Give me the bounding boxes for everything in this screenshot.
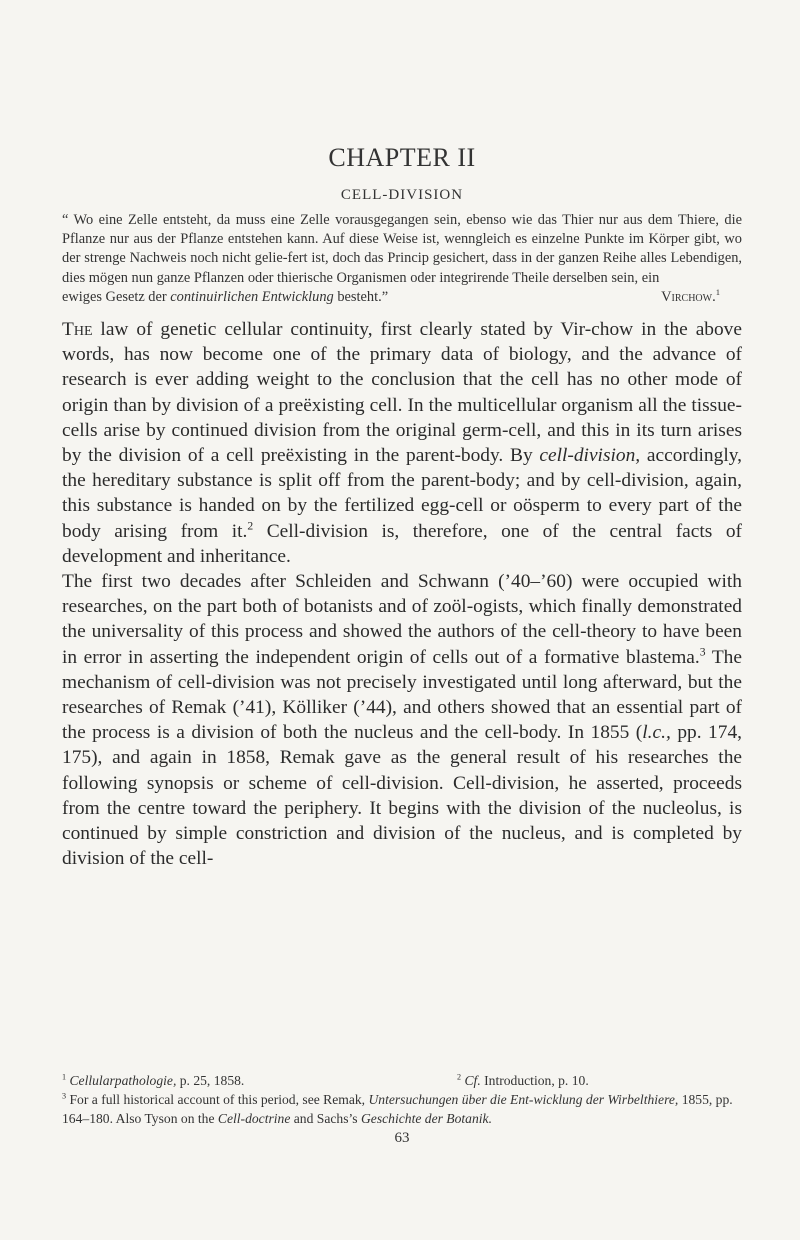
footnote-ref-3[interactable]: 3 xyxy=(699,645,706,659)
epigraph-attribution: Virchow.$^1$ xyxy=(661,287,720,305)
footnote-row-1-2 xyxy=(62,1071,742,1090)
epigraph-last-line xyxy=(62,288,742,307)
chapter-title: CELL-DIVISION xyxy=(340,187,464,203)
epigraph-last-pre: ewiges Gesetz der xyxy=(62,288,171,305)
body-text xyxy=(62,317,742,871)
epigraph-last-post: besteht.” xyxy=(333,288,389,305)
footnote-3: $^3$ For a full historical account of this period, see Remak, Untersuchungen über die Ent-wicklung der Wirbelthiere, 1855, pp. 164–180. Also Tyson on the Cell-doctrine and Sachs’s Geschichte der Botanik. xyxy=(62,1091,733,1126)
footnote-2: $^2$ Cf. Introduction, p. 10. xyxy=(457,1072,589,1088)
footnote-ref-1[interactable]: 1 xyxy=(715,287,720,298)
paragraph-1: The law of genetic cellular continuity, first clearly stated by Vir-chow in the above words, has now become one of the primary data of biology, and the advance of research is ever adding weight to the conclusion that the cell has no other mode of origin than by division of a preëxisting cell. In the multicellular organism all the tissue-cells arise by continued division from the original germ-cell, and this in its turn arises by the division of a cell preëxisting in the parent-body. By cell-division, accordingly, the hereditary substance is split off from the parent-body; and by cell-division, again, this substance is handed on by the fertilized egg-cell or oösperm to every part of the body arising from it.$^2$ Cell-division is, therefore, one of the central facts of development and inheritance. xyxy=(62,319,742,567)
epigraph-italic: continuirlichen Entwicklung xyxy=(170,288,334,305)
epigraph-text: “ Wo eine Zelle entsteht, da muss eine Zelle vorausgegangen sein, ebenso wie das Thier nur aus dem Thiere, die Pflanze nur aus der Pflanze entstehen kann. Auf diese Weise ist, wenngleich es einzelne Punkte im Körper gibt, wo der strenge Nachweis noch nicht gelie-fert ist, doch das Princip gesichert, dass in der ganzen Reihe alles Lebendigen, dies mögen nun ganze Pflanzen oder thierische Organismen oder integrirende Theile derselben sein, ein xyxy=(62,212,742,286)
paragraph-2: The first two decades after Schleiden and Schwann (’40–’60) were occupied with researches, on the part both of botanists and of zoöl-ogists, which finally demonstrated the universality of this process and showed the authors of the cell-theory to have been in error in asserting the independent origin of cells out of a formative blastema.$^3$ The mechanism of cell-division was not precisely investigated until long afterward, but the researches of Remak (’41), Kölliker (’44), and others showed that an essential part of the process is a division of both the nucleus and the cell-body. In 1855 (l.c., pp. 174, 175), and again in 1858, Remak gave as the general result of his researches the following synopsis or scheme of cell-division. Cell-division, he asserted, proceeds from the centre toward the periphery. It begins with the division of the nucleolus, is continued by simple constriction and division of the nucleus, and is completed by division of the cell- xyxy=(62,571,742,870)
footnote-ref-2[interactable]: 2 xyxy=(247,519,254,533)
chapter-heading: CHAPTER II xyxy=(328,143,476,172)
epigraph xyxy=(62,211,742,307)
footnote-1: $^1$ Cellularpathologie, p. 25, 1858. xyxy=(62,1072,245,1088)
footnotes xyxy=(62,1071,742,1128)
paragraph-lead: The xyxy=(62,319,93,340)
page-number: 63 xyxy=(394,1130,410,1146)
